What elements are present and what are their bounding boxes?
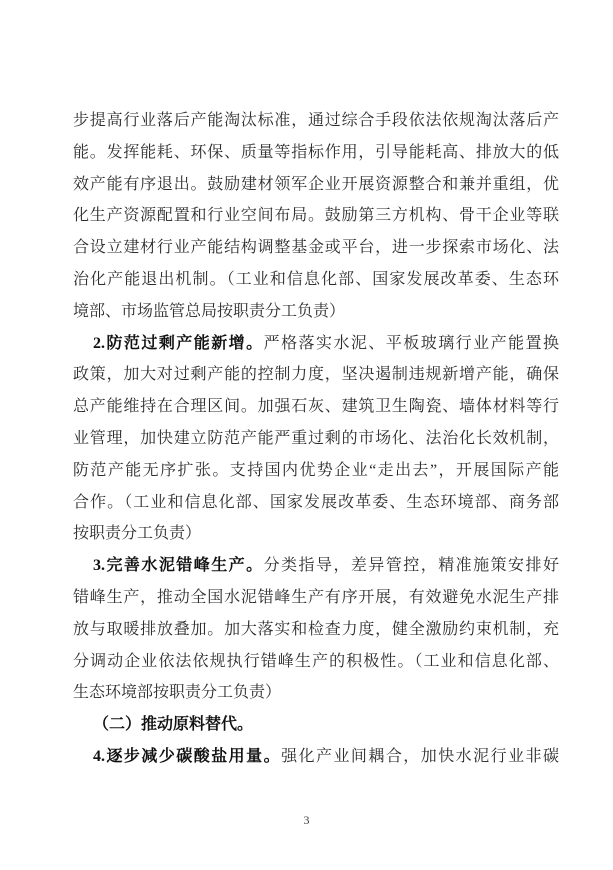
text-line: 合作。（工业和信息化部、国家发展改革委、生态环境部、商务部 — [73, 493, 559, 511]
paragraph-lead: 3.完善水泥错峰生产。 — [93, 557, 264, 575]
text-line: 4.逐步减少碳酸盐用量。强化产业间耦合，加快水泥行业非碳 — [93, 747, 559, 765]
para-2-prevent-new-overcapacity — [73, 328, 559, 551]
document-body — [73, 105, 559, 773]
text-line: 步提高行业落后产能淘汰标准，通过综合手段依法依规淘汰落后产 — [73, 112, 559, 129]
para-4-reduce-carbonate-usage — [73, 741, 559, 773]
text-line: 效产能有序退出。鼓励建材领军企业开展资源整合和兼并重组，优 — [73, 175, 559, 193]
text-line: 境部、市场监管总局按职责分工负责） — [73, 302, 346, 320]
heading-section-2-raw-material-substitution — [73, 709, 559, 741]
page-number: 3 — [303, 813, 310, 827]
text-line: 分调动企业依法依规执行错峰生产的积极性。（工业和信息化部、 — [73, 652, 559, 670]
text-line: 错峰生产，推动全国水泥错峰生产有序开展，有效避免水泥生产排 — [73, 588, 559, 606]
text-line — [73, 709, 559, 741]
text-line: 生态环境部按职责分工负责） — [73, 684, 282, 702]
paragraph-lead: （二）推动原料替代。 — [93, 716, 254, 734]
text-line: 2.防范过剩产能新增。严格落实水泥、平板玻璃行业产能置换 — [93, 334, 559, 352]
para-1-capacity-exit-continuation — [73, 105, 559, 328]
text-line: 合设立建材行业产能结构调整基金或平台，进一步探索市场化、法 — [73, 239, 559, 257]
text-line: 总产能维持在合理区间。加强石灰、建筑卫生陶瓷、墙体材料等行 — [73, 398, 559, 416]
text-line: 3.完善水泥错峰生产。分类指导，差异管控，精准施策安排好 — [93, 557, 559, 575]
text-line: 化生产资源配置和行业空间布局。鼓励第三方机构、骨干企业等联 — [73, 207, 559, 225]
para-3-staggered-cement-production — [73, 550, 559, 709]
text-line: 防范产能无序扩张。支持国内优势企业“走出去”，开展国际产能 — [73, 461, 559, 479]
text-line: 放与取暖排放叠加。加大落实和检查力度，健全激励约束机制，充 — [73, 620, 559, 638]
text-line: 治化产能退出机制。（工业和信息化部、国家发展改革委、生态环 — [73, 270, 559, 288]
text-line: 政策，加大对过剩产能的控制力度，坚决遏制违规新增产能，确保 — [73, 366, 559, 384]
paragraph-lead: 4.逐步减少碳酸盐用量。 — [93, 747, 282, 765]
text-line: 能。发挥能耗、环保、质量等指标作用，引导能耗高、排放大的低 — [73, 143, 559, 161]
text-line: 按职责分工负责） — [73, 525, 202, 543]
text-line: 业管理，加快建立防范产能严重过剩的市场化、法治化长效机制， — [73, 429, 559, 447]
paragraph-lead: 2.防范过剩产能新增。 — [93, 334, 264, 352]
